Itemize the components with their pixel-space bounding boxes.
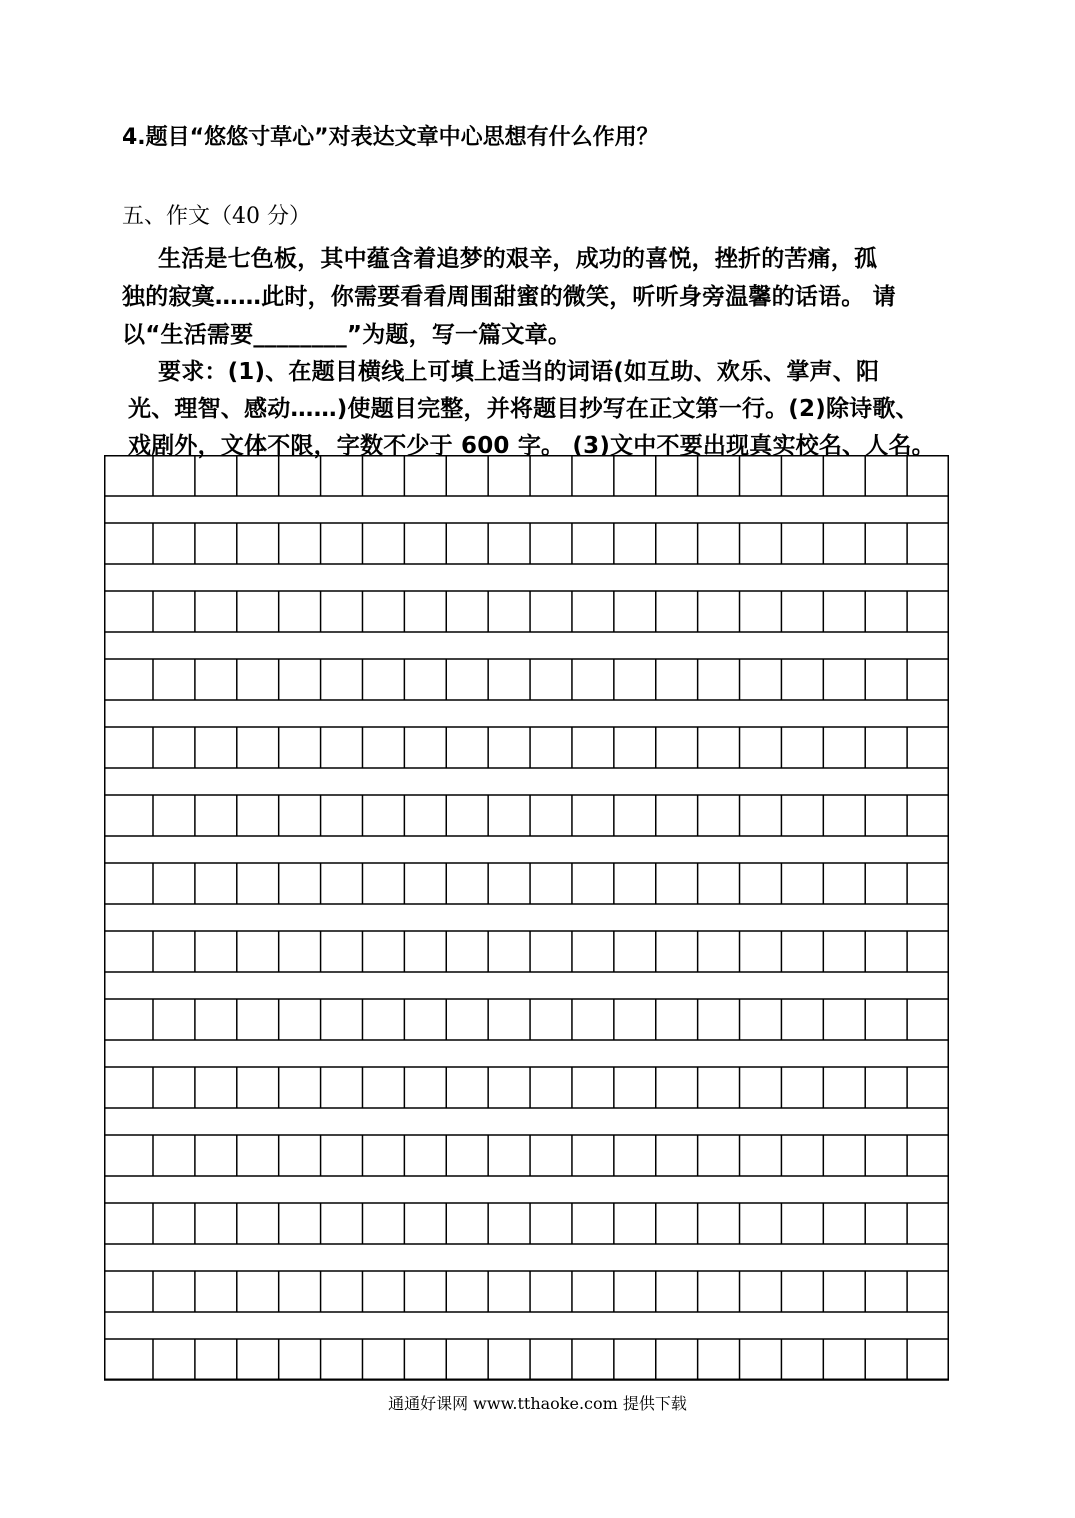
section-title-composition: 五、作文（40 分） — [122, 204, 311, 229]
question-4: 4.题目“悠悠寸草心”对表达文章中心思想有什么作用？ — [122, 125, 659, 150]
prompt-line-1: 生活是七色板，其中蕴含着追梦的艰辛，成功的喜悦，挫折的苦痛，孤 — [158, 246, 878, 272]
requirement-line-2: 光、理智、感动……)使题目完整，并将题目抄写在正文第一行。(2)除诗歌、 — [128, 396, 919, 422]
writing-grid-lines — [104, 455, 949, 1380]
prompt-line-2: 独的寂寞……此时，你需要看看周围甜蜜的微笑，听听身旁温馨的话语。 请 — [122, 284, 896, 310]
footer-download-note: 通通好课网 www.tthaoke.com 提供下载 — [388, 1394, 687, 1413]
requirement-line-3: 戏剧外，文体不限，字数不少于 600 字。 (3)文中不要出现真实校名、人名。 — [128, 433, 935, 459]
prompt-line-3: 以“生活需要________”为题，写一篇文章。 — [122, 322, 572, 348]
writing-grid-border — [105, 456, 949, 1380]
requirement-line-1: 要求：(1)、在题目横线上可填上适当的词语(如互助、欢乐、掌声、阳 — [158, 359, 880, 385]
writing-grid[interactable] — [104, 455, 949, 1382]
